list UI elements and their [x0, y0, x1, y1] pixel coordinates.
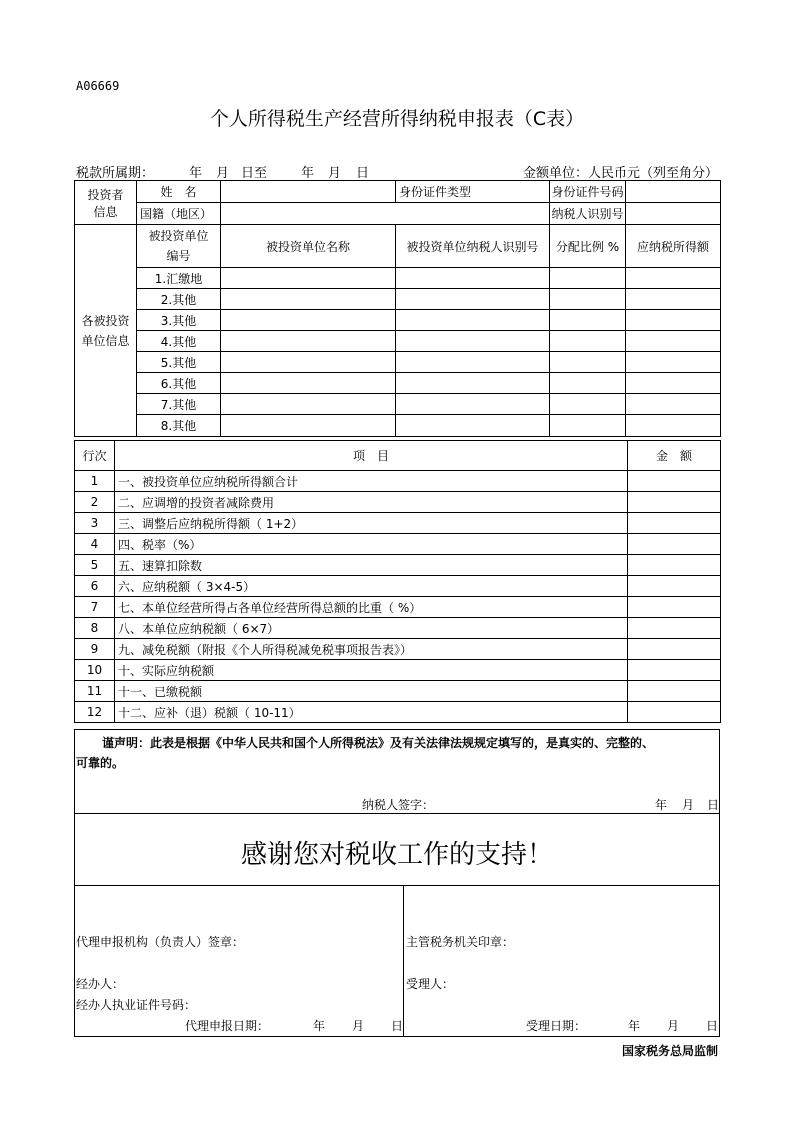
form-code: A06669 [76, 79, 120, 93]
authority-date-day: 日 [706, 1019, 719, 1033]
footer-supervisor: 国家税务总局监制 [622, 1044, 719, 1058]
table-row [75, 352, 721, 373]
item-label: 十二、应补（退）税额（ 10-11） [115, 702, 628, 723]
cell[interactable] [221, 331, 396, 352]
cell[interactable] [396, 394, 550, 415]
row-no: 10 [75, 660, 115, 681]
cell[interactable] [396, 268, 550, 289]
declaration-section [74, 729, 720, 1037]
cell[interactable] [396, 289, 550, 310]
cell[interactable] [221, 289, 396, 310]
table-row [75, 513, 721, 534]
amount-cell[interactable] [628, 702, 721, 723]
cell[interactable] [626, 415, 721, 437]
unit-row-label: 6.其他 [137, 373, 221, 394]
ratio-header: 分配比例 % [550, 225, 626, 268]
cell[interactable] [221, 268, 396, 289]
unit-name-header: 被投资单位名称 [221, 225, 396, 268]
cell[interactable] [550, 310, 626, 331]
section-divider [74, 885, 720, 886]
cell[interactable] [626, 394, 721, 415]
sign-year: 年 [655, 798, 668, 812]
period-year-2: 年 [301, 166, 315, 181]
items-table [74, 440, 721, 723]
agent-date-month: 月 [352, 1019, 365, 1033]
table-row [75, 618, 721, 639]
investor-section-label: 投资者 信息 [75, 181, 137, 225]
item-label: 四、税率（%） [115, 534, 628, 555]
cell[interactable] [550, 268, 626, 289]
row-no: 6 [75, 576, 115, 597]
taxpayer-id-label: 纳税人识别号 [550, 203, 626, 225]
amount-cell[interactable] [628, 576, 721, 597]
country-field[interactable] [221, 203, 550, 225]
agent-org-label: 代理申报机构（负责人）签章： [76, 935, 245, 949]
row-no: 9 [75, 639, 115, 660]
cell[interactable] [550, 352, 626, 373]
table-row [75, 597, 721, 618]
amount-cell[interactable] [628, 639, 721, 660]
table-row [75, 289, 721, 310]
cell[interactable] [396, 310, 550, 331]
unit-no-header: 被投资单位 编号 [137, 225, 221, 268]
row-no: 12 [75, 702, 115, 723]
unit-row-label: 5.其他 [137, 352, 221, 373]
row-no: 4 [75, 534, 115, 555]
amount-cell[interactable] [628, 618, 721, 639]
cell[interactable] [221, 394, 396, 415]
cell[interactable] [550, 373, 626, 394]
agent-handler-label: 经办人： [76, 977, 125, 991]
cell[interactable] [221, 373, 396, 394]
authority-date-label: 受理日期： [526, 1019, 587, 1033]
table-row [75, 660, 721, 681]
period-label: 税款所属期： [76, 166, 155, 181]
table-row [75, 576, 721, 597]
item-label: 五、速算扣除数 [115, 555, 628, 576]
cell[interactable] [396, 352, 550, 373]
authority-date-month: 月 [667, 1019, 680, 1033]
item-label: 六、应纳税额（ 3×4-5） [115, 576, 628, 597]
row-no-header: 行次 [75, 441, 115, 471]
id-no-field[interactable] [626, 181, 721, 203]
table-row [75, 702, 721, 723]
amount-cell[interactable] [628, 555, 721, 576]
table-row [75, 534, 721, 555]
authority-receiver-label: 受理人： [406, 977, 455, 991]
authority-seal-label: 主管税务机关印章： [406, 935, 515, 949]
item-label: 八、本单位应纳税额（ 6×7） [115, 618, 628, 639]
cell[interactable] [626, 268, 721, 289]
unit-row-label: 4.其他 [137, 331, 221, 352]
sign-day: 日 [707, 798, 720, 812]
id-type-label: 身份证件类型 [396, 181, 550, 203]
table-row [75, 492, 721, 513]
unit-row-label: 8.其他 [137, 415, 221, 437]
cell[interactable] [221, 415, 396, 437]
column-divider [403, 885, 404, 1037]
invested-section-label: 各被投资 单位信息 [75, 225, 137, 437]
page-title: 个人所得税生产经营所得纳税申报表（C表） [209, 108, 585, 130]
cell[interactable] [221, 310, 396, 331]
cell[interactable] [626, 310, 721, 331]
item-label: 三、调整后应纳税所得额（ 1+2） [115, 513, 628, 534]
cell[interactable] [221, 352, 396, 373]
table-row [75, 415, 721, 437]
amount-cell[interactable] [628, 471, 721, 492]
taxable-income-header: 应纳税所得额 [626, 225, 721, 268]
declaration-line-1: 谨声明：此表是根据《中华人民共和国个人所得税法》及有关法律法规规定填写的，是真实的、完整的、 [102, 736, 655, 750]
item-label: 二、应调增的投资者减除费用 [115, 492, 628, 513]
id-no-label: 身份证件号码 [550, 181, 626, 203]
period-month-2: 月 [328, 166, 342, 181]
taxpayer-id-field[interactable] [626, 203, 721, 225]
table-row [75, 471, 721, 492]
table-row [75, 555, 721, 576]
period-day-2: 日 [356, 166, 370, 181]
period-month-1: 月 [216, 166, 230, 181]
thanks-message: 感谢您对税收工作的支持！ [240, 840, 553, 870]
period-year-1: 年 [189, 166, 203, 181]
row-no: 7 [75, 597, 115, 618]
name-field[interactable] [221, 181, 396, 203]
row-no: 1 [75, 471, 115, 492]
amount-cell[interactable] [628, 513, 721, 534]
agent-date-year: 年 [313, 1019, 326, 1033]
taxpayer-sign-label: 纳税人签字： [362, 798, 435, 812]
agent-cert-label: 经办人执业证件号码： [76, 998, 197, 1012]
amount-cell[interactable] [628, 660, 721, 681]
item-label: 一、被投资单位应纳税所得额合计 [115, 471, 628, 492]
amount-cell[interactable] [628, 681, 721, 702]
unit-row-label: 3.其他 [137, 310, 221, 331]
agent-date-day: 日 [391, 1019, 404, 1033]
item-label: 七、本单位经营所得占各单位经营所得总额的比重（ %） [115, 597, 628, 618]
amount-cell[interactable] [628, 534, 721, 555]
unit-row-label: 2.其他 [137, 289, 221, 310]
cell[interactable] [550, 394, 626, 415]
amount-cell[interactable] [628, 492, 721, 513]
country-label: 国籍（地区） [137, 203, 221, 225]
cell[interactable] [626, 352, 721, 373]
item-label: 十一、已缴税额 [115, 681, 628, 702]
cell[interactable] [550, 289, 626, 310]
row-no: 11 [75, 681, 115, 702]
sign-month: 月 [682, 798, 695, 812]
period-day-to: 日至 [241, 166, 268, 181]
cell[interactable] [396, 415, 550, 437]
section-divider [74, 813, 720, 814]
amount-unit-label: 金额单位：人民币元（列至角分） [523, 166, 719, 181]
cell[interactable] [550, 415, 626, 437]
authority-date-year: 年 [628, 1019, 641, 1033]
table-row [75, 394, 721, 415]
table-row [75, 331, 721, 352]
name-label: 姓 名 [137, 181, 221, 203]
amount-header: 金 额 [628, 441, 721, 471]
unit-row-label: 7.其他 [137, 394, 221, 415]
unit-taxid-header: 被投资单位纳税人识别号 [396, 225, 550, 268]
item-label: 十、实际应纳税额 [115, 660, 628, 681]
cell[interactable] [550, 331, 626, 352]
item-label: 九、减免税额（附报《个人所得税减免税事项报告表》） [115, 639, 628, 660]
row-no: 8 [75, 618, 115, 639]
agent-date-label: 代理申报日期： [185, 1019, 270, 1033]
cell[interactable] [626, 289, 721, 310]
investor-table [74, 180, 721, 437]
row-no: 5 [75, 555, 115, 576]
table-row [75, 681, 721, 702]
cell[interactable] [396, 331, 550, 352]
cell[interactable] [396, 373, 550, 394]
table-row [75, 373, 721, 394]
cell[interactable] [626, 331, 721, 352]
item-header: 项 目 [115, 441, 628, 471]
table-row [75, 639, 721, 660]
row-no: 3 [75, 513, 115, 534]
table-row [75, 310, 721, 331]
row-no: 2 [75, 492, 115, 513]
table-row [75, 268, 721, 289]
unit-row-label: 1.汇缴地 [137, 268, 221, 289]
amount-cell[interactable] [628, 597, 721, 618]
cell[interactable] [626, 373, 721, 394]
declaration-line-2: 可靠的。 [76, 756, 125, 770]
